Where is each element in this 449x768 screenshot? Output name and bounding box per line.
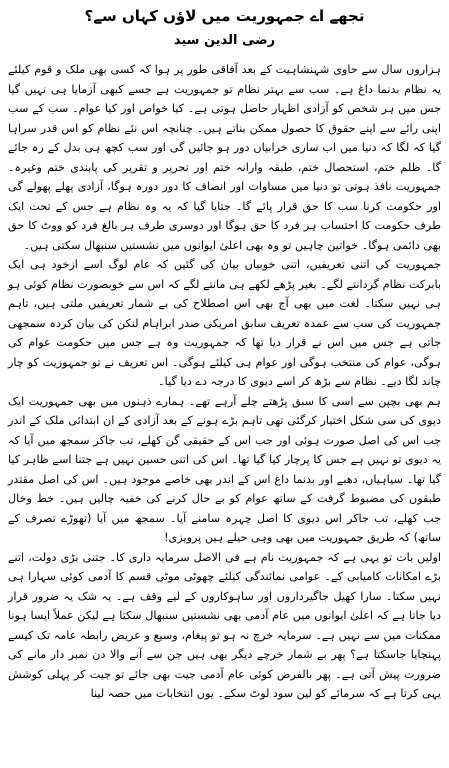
paragraph-3: ہم بھی بچپن سے اسی کا سبق پڑھتے چلے آرہے تھے۔ ہمارے ذہنوں میں بھی جمہوریت ایک دیوی کی سی شکل اختیار کرگئی تھی تاہم بڑے ہونے کے بعد آزادی کے ان ابتدائی ملک کے اندر جب اس کی اصل صورت ہوئی اور جب اس کے حقیقی گن کھلے، تب جاکر سمجھ میں آیا کہ یہ دیوی تو نہیں ہے جس کا پرچار کیا گیا تھا۔ اس کی اتنی حسین نہیں ہے جتنا اسے ظاہر کیا گیا تھا۔ سیاہیاں، دھبے اور بدنما داغ اس کے اندر بھی خاصے موجود ہیں۔ اس کی اصل مقتدر طبقوں کی مضبوط گرفت کے ساتھ عوام کو بے حال کرنے کی خفیہ چالیں ہیں۔ خط وخال جب کھلے، تب جاکر اس دیوی کا اصل چہرہ سامنے آیا۔ سمجھ میں آیا (تھوڑے تصرف کے ساتھ) کہ طریق جمہوریت میں بھی وہی حیلے ہیں پرویزی!: [8, 394, 441, 544]
article-body: [8, 60, 441, 704]
paragraph-2: جمہوریت کی اتنی تعریفیں، اتنی خوبیاں بیان کی گئیں کہ عام لوگ اسے ازخود ہی ایک بابرکت نظام گردانتے لگے۔ بغیر پڑھے لکھے ہی مانتے لگے کہ اس سے خوبصورت نظام کوئی ہو ہی نہیں سکتا۔ لغت میں بھی آج بھی اس اصطلاح کی بے شمار تعریفیں ملتی ہیں، تاہم جمہوریت کی سب سے عمدہ تعریف سابق امریکی صدر ابراہام لنکن کی بیان کردہ سمجھی جاتی ہے جس میں اس نے قرار دیا تھا کہ جمہوریت وہ ہے جس میں حکومت عوام کی ہوگی، عوام کی منتخب ہوگی اور عوام ہی کیلئے ہوگی۔ اس تعریف نے تو جمہوریت کو چار چاند لگا دیے۔ نظام سے بڑھ کر اسے دیوی کا درجہ دے دیا گیا۔: [8, 258, 441, 388]
paragraph-4: اولیں بات تو یہی ہے کہ جمہوریت نام ہے فی الاصل سرمایہ داری کا۔ جتنی بڑی دولت، اتنے بڑے امکانات کامیابی کے۔ عوامی نمائندگی کیلئے چھوٹی موٹی قسم کا آدمی کوئی سہارا ہی نہیں سکتا۔ سارا کھیل جاگیرداروں اور ساہوکاروں کے لیے وقف ہے۔ یہ شک یہ ضرور قرار دیا جاتا ہے کہ اعلیٰ ایوانوں میں عام آدمی بھی نشستیں سنبھال سکتا ہے لیکن عملاً ایسا ہونا ممکنات میں سے نہیں ہے۔ سرمایہ خرچ نہ ہو تو پیغام، وسیع و عریض رابطہ عامہ تک کیسے پہنچایا جاسکتا ہے؟ پھر بے شمار خرچے دیگر بھی ہیں جن سے آنے والا دن نمبر دار مانے کی ضرورت پیش آتی ہے۔ پھر بالفرض کوئی عام آدمی جیت بھی جائے تو جیت کر پہلی کوشش یہی کرتا ہے کہ سرمائے کو لین سود لوٹ سکے۔ یوں انتخابات میں حصہ لینا: [8, 550, 441, 700]
paragraph-1: ہزاروں سال سے حاوی شہنشاہیت کے بعد آفاقی طور پر ہوا کہ کسی بھی ملک و قوم کیلئے یہ نظام بدنما داغ ہے۔ سب سے بہتر نظام تو جمہوریت ہے جسے کبھی آزمایا ہی نہیں گیا جس میں ہر شخص کو آزادی اظہار حاصل ہوتی ہے۔ کیا خواص اور کیا عوام۔ سب کے سب اپنی رائے سے اپنے حقوق کا حصول ممکن بناتے ہیں۔ چنانچہ اس نئے نظام کو اس قدر سراہا گیا کہ لگا کہ دنیا میں اب ساری خرابیاں دور ہو جائیں گی اور سب کچھ ہی بدل کے رہ جائے گا۔ ظلم ختم، استحصال ختم، طبقہ وارانہ ختم اور تحریر و تقریر کی پابندی ختم وغیرہ۔ جمہوریت نافذ ہوتی تو دنیا میں مساوات اور انصاف کا دور دورہ ہوگا، آزادی پھلے پھولے گی اور حکومت کرنا سب کا حق قرار پائے گا۔ جتایا گیا کہ یہ وہ نظام ہے جس کے تحت ایک طرف حکومت کا احتساب ہر فرد کا حق ہوگا اور دوسری طرف ہر بالغ فرد کو ووٹ کا حق بھی دائمی ہوگا۔ خواتین چاہیں تو وہ بھی اعلیٰ ایوانوں میں نشستیں سنبھال سکتی ہیں۔: [8, 63, 441, 252]
author-byline: رضی الدین سید: [173, 33, 276, 48]
article-title: تجھے اے جمہوریت میں لاؤں کہاں سے؟: [84, 7, 365, 25]
